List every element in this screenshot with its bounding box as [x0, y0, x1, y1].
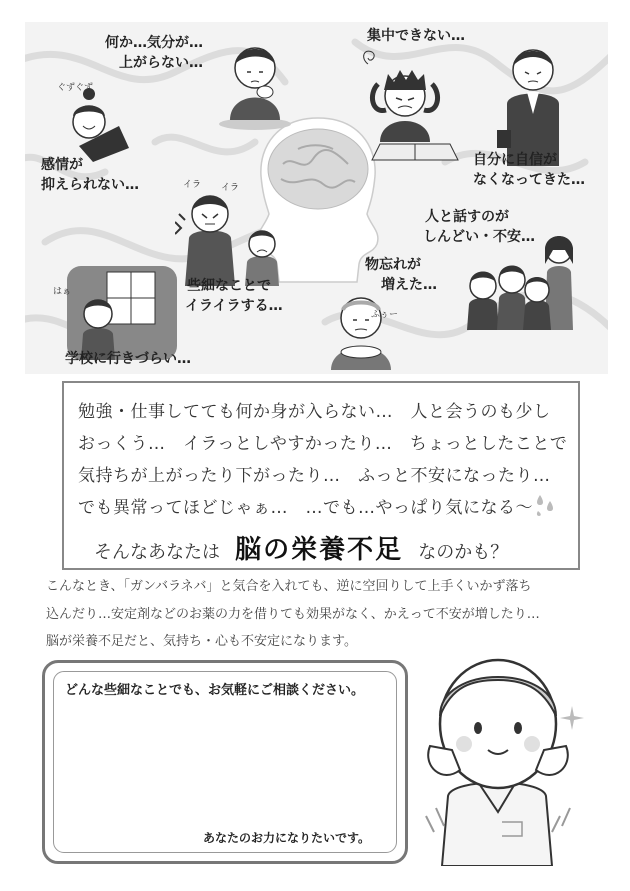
- symptom-line: 勉強・仕事してても何か身が入らない… 人と会うのも少し: [78, 402, 551, 422]
- symptom-line: でも異常ってほどじゃぁ… …でも…やっぱり気になる～: [78, 498, 533, 518]
- smiling-nurse-icon: [412, 646, 588, 866]
- conclusion-emphasis: 脳の栄養不足: [235, 535, 404, 565]
- caption-cant-focus: 集中できない…: [367, 28, 465, 44]
- notebook-icon: [370, 140, 460, 162]
- crying-child-icon: [59, 86, 135, 164]
- caption-emotions: 感情が 抑えられない…: [41, 157, 139, 193]
- consultation-box-inner: [53, 671, 397, 853]
- sfx-ira-2: イラ: [221, 183, 240, 193]
- conclusion-post: なのかも？: [418, 542, 509, 563]
- sweat-drops-icon: [534, 491, 558, 517]
- consultation-box: [42, 660, 408, 864]
- child-at-window-icon: [67, 262, 177, 360]
- caption-confidence: 自分に自信が なくなってきた…: [473, 152, 585, 188]
- body-paragraph-line: 脳が栄養不足だと、気持ち・心も不安定になります。: [46, 634, 357, 649]
- caption-school: 学校に行きづらい…: [65, 351, 191, 367]
- symptom-line: おっくう… イラっとしやすかったり… ちょっとしたことで: [78, 434, 568, 454]
- body-paragraph-line: こんなとき、「ガンバラネバ」と気合を入れても、逆に空回りして上手くいかず落ち: [46, 579, 532, 594]
- sfx-ira-1: イラ: [183, 180, 202, 190]
- conclusion-pre: そんなあなたは: [94, 542, 220, 563]
- caption-irritated: 些細なことで イライラする…: [185, 278, 283, 314]
- body-paragraph-line: 込んだり…安定剤などのお薬の力を借りても効果がなく、かえって不安が増したり…: [46, 607, 540, 622]
- caption-forgetful: 物忘れが 増えた…: [365, 257, 437, 293]
- symptom-box: [62, 381, 580, 570]
- sfx-fuu: ふぅー: [371, 310, 399, 320]
- caption-talking: 人と話すのが しんどい・不安…: [423, 209, 535, 245]
- sfx-guzuguzu: ぐずぐず: [57, 83, 94, 93]
- caption-mood-low: 何か…気分が… 上がらない…: [105, 35, 203, 71]
- sad-woman-icon: [215, 30, 295, 130]
- consultation-footer: あなたのお力になりたいです。: [203, 831, 371, 845]
- illustration-panel: [25, 22, 608, 374]
- symptom-line: 気持ちが上がったり下がったり… ふっと不安になったり…: [78, 466, 551, 486]
- conclusion-line: [94, 529, 508, 566]
- stressed-boy-icon: [360, 44, 450, 144]
- consultation-heading: どんな些細なことでも、お気軽にご相談ください。: [65, 683, 365, 698]
- sfx-haa: はぁ: [53, 287, 72, 297]
- worried-businessman-icon: [493, 34, 573, 166]
